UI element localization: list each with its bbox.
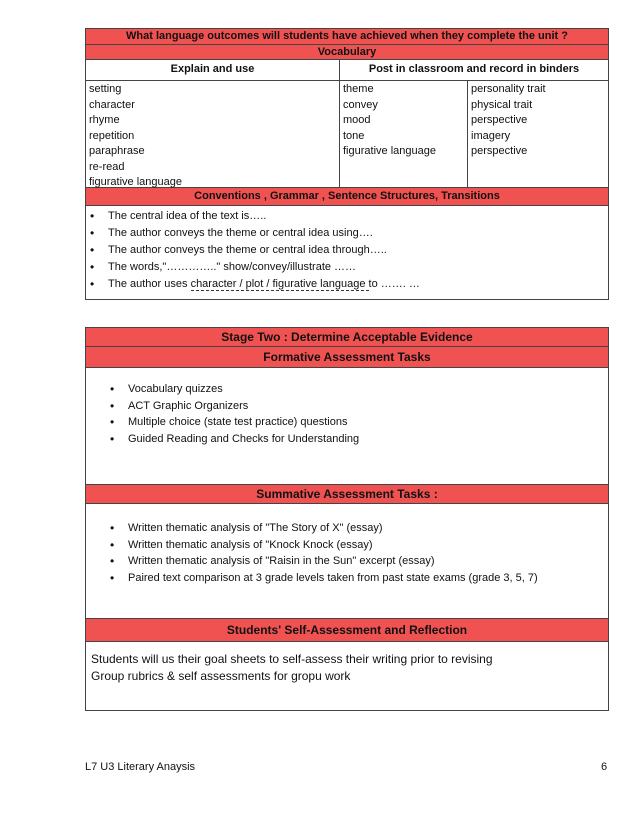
formative-task: • Vocabulary quizzes bbox=[128, 381, 608, 398]
page-number: 6 bbox=[601, 761, 608, 773]
summative-header-text: Summative Assessment Tasks : bbox=[256, 487, 438, 501]
sentence-frame-suffix: to ……. … bbox=[368, 278, 420, 290]
vocab-term: character bbox=[89, 98, 135, 111]
vocab-term: convey bbox=[343, 98, 378, 111]
sentence-frame-prefix: The author uses bbox=[108, 278, 191, 290]
stage-two-header bbox=[86, 328, 608, 347]
post-in-classroom-header: Post in classroom and record in binders bbox=[368, 63, 580, 75]
vocabulary-lists bbox=[86, 81, 608, 188]
evidence-table bbox=[85, 327, 609, 711]
vocab-term: tone bbox=[343, 129, 365, 142]
vocab-column-3 bbox=[468, 81, 608, 187]
language-outcomes-header-text: What language outcomes will students have achieved when they complete the unit ? bbox=[126, 30, 568, 42]
vocab-term: figurative language bbox=[89, 176, 182, 188]
vocab-term: perspective bbox=[471, 114, 528, 126]
vocab-term: rhyme bbox=[89, 114, 120, 126]
vocabulary-header-text: Vocabulary bbox=[317, 46, 377, 58]
formative-task: • Guided Reading and Checks for Understanding bbox=[128, 431, 608, 448]
vocab-term: re-read bbox=[89, 160, 125, 173]
conventions-item: • The author conveys the theme or central idea using…. bbox=[108, 225, 608, 242]
conventions-item: • The words,"………….." show/convey/illustrate …… bbox=[108, 259, 608, 276]
language-outcomes-table bbox=[85, 28, 609, 300]
vocabulary-header bbox=[86, 45, 608, 60]
conventions-header-text: Conventions , Grammar , Sentence Structures, Transitions bbox=[194, 190, 500, 202]
formative-task: • ACT Graphic Organizers bbox=[128, 398, 608, 415]
conventions-list bbox=[86, 206, 608, 293]
vocab-term: setting bbox=[89, 83, 122, 95]
vocabulary-column-headers bbox=[86, 60, 608, 81]
summative-list bbox=[86, 504, 608, 586]
summative-body bbox=[86, 504, 608, 619]
formative-header-text: Formative Assessment Tasks bbox=[263, 350, 431, 364]
vocab-term: repetition bbox=[89, 129, 135, 142]
self-assessment-line: Group rubrics & self assessments for gropu work bbox=[91, 669, 351, 683]
vocab-term: perspective bbox=[471, 145, 528, 157]
summative-task: • Paired text comparison at 3 grade levels taken from past state exams (grade 3, 5, 7) bbox=[128, 570, 608, 587]
summative-task: • Written thematic analysis of "The Story of X" (essay) bbox=[128, 520, 608, 537]
formative-header bbox=[86, 347, 608, 368]
conventions-header bbox=[86, 188, 608, 206]
footer-unit-title: L7 U3 Literary Anaysis bbox=[85, 761, 196, 773]
vocab-term: paraphrase bbox=[89, 145, 145, 157]
vocab-term: figurative language bbox=[343, 145, 436, 157]
summative-header bbox=[86, 485, 608, 504]
formative-body bbox=[86, 368, 608, 485]
explain-and-use-header: Explain and use bbox=[86, 60, 340, 80]
stage-two-header-text: Stage Two : Determine Acceptable Evidence bbox=[221, 330, 473, 344]
vocab-term: mood bbox=[343, 114, 371, 126]
summative-task: • Written thematic analysis of "Raisin in the Sun" excerpt (essay) bbox=[128, 553, 608, 570]
sentence-frame-underlined: character / plot / figurative language bbox=[190, 278, 369, 290]
self-assessment-body bbox=[86, 642, 608, 685]
conventions-item bbox=[108, 276, 608, 293]
vocab-column-2 bbox=[340, 81, 468, 187]
vocab-term: physical trait bbox=[471, 98, 533, 111]
self-assessment-header bbox=[86, 619, 608, 642]
vocab-column-1 bbox=[86, 81, 340, 187]
summative-task: • Written thematic analysis of "Knock Knock (essay) bbox=[128, 537, 608, 554]
formative-task: • Multiple choice (state test practice) questions bbox=[128, 414, 608, 431]
vocab-term: imagery bbox=[471, 129, 511, 142]
conventions-item: • The author conveys the theme or central idea through….. bbox=[108, 242, 608, 259]
language-outcomes-header bbox=[86, 29, 608, 45]
vocab-term: theme bbox=[343, 83, 374, 95]
vocab-term: personality trait bbox=[471, 83, 546, 95]
self-assessment-header-text: Students' Self-Assessment and Reflection bbox=[226, 623, 468, 637]
conventions-item: • The central idea of the text is….. bbox=[108, 208, 608, 225]
self-assessment-line: Students will us their goal sheets to self-assess their writing prior to revising bbox=[91, 652, 493, 666]
formative-list bbox=[86, 368, 608, 447]
